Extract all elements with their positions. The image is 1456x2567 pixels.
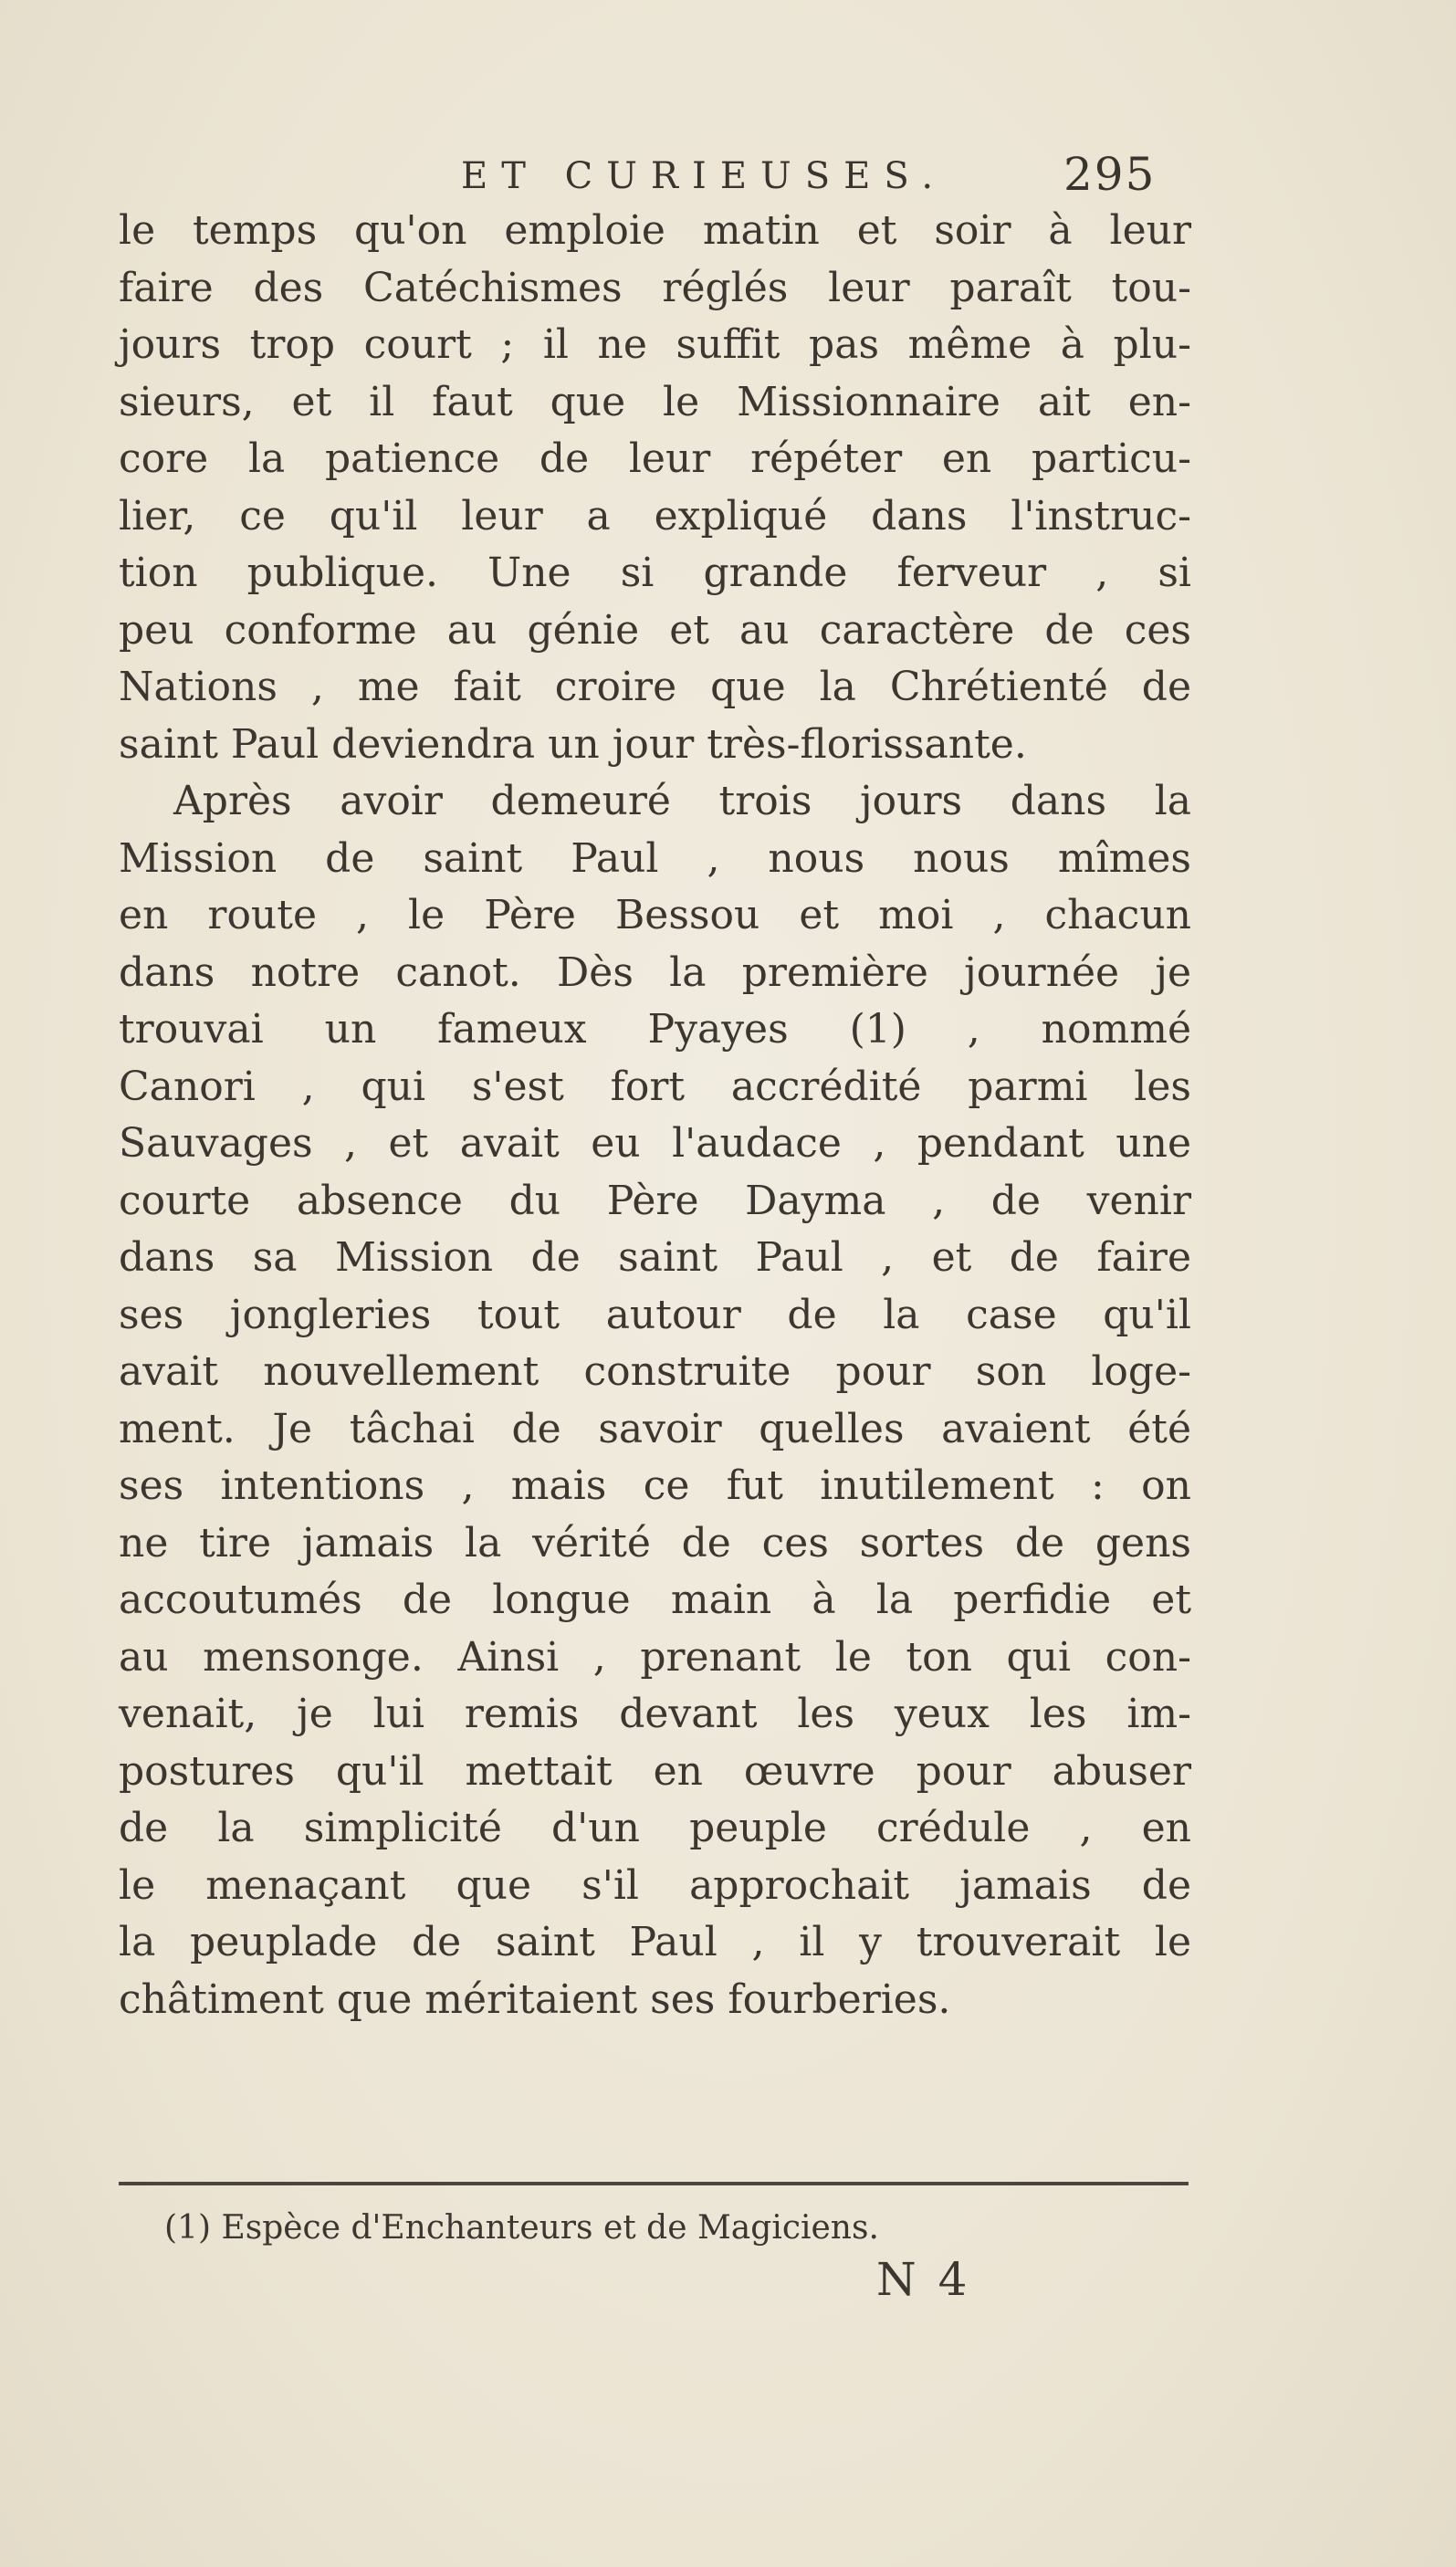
- text-line: avait nouvellement construite pour son loge-: [119, 1348, 1191, 1395]
- text-line: Mission de saint Paul , nous nous mîmes: [119, 834, 1191, 882]
- page-number: 295: [1063, 148, 1157, 201]
- footnote: (1) Espèce d'Enchanteurs et de Magiciens.: [164, 2209, 879, 2247]
- running-head: [0, 148, 1456, 210]
- text-line: tion publique. Une si grande ferveur , si: [119, 550, 1191, 596]
- paragraph-start-line: Après avoir demeuré trois jours dans la: [173, 778, 1191, 824]
- text-line: dans notre canot. Dès la première journée je: [119, 948, 1191, 996]
- text-line: core la patience de leur répéter en particu-: [119, 435, 1191, 482]
- text-line: Sauvages , et avait eu l'audace , pendant une: [119, 1120, 1191, 1167]
- text-line: venait, je lui remis devant les yeux les im-: [119, 1691, 1191, 1737]
- text-line: postures qu'il mettait en œuvre pour abuser: [119, 1747, 1191, 1795]
- text-line: de la simplicité d'un peuple crédule , en: [119, 1805, 1191, 1851]
- text-line: châtiment que méritaient ses fourberies.: [119, 1975, 951, 2023]
- text-line: ne tire jamais la vérité de ces sortes de gens: [119, 1519, 1191, 1566]
- text-line: saint Paul deviendra un jour très-florissante.: [119, 720, 1027, 768]
- text-line: ment. Je tâchai de savoir quelles avaient été: [119, 1405, 1191, 1452]
- text-line: jours trop court ; il ne suffit pas même à plu-: [119, 321, 1191, 368]
- signature-mark: N 4: [876, 2253, 971, 2306]
- text-line: faire des Catéchismes réglés leur paraît tou-: [119, 264, 1191, 311]
- running-title: ET CURIEUSES.: [461, 155, 948, 197]
- footnote-rule: [119, 2182, 1189, 2185]
- text-line: peu conforme au génie et au caractère de ces: [119, 606, 1191, 654]
- text-line: le menaçant que s'il approchait jamais de: [119, 1861, 1191, 1909]
- text-line: ses intentions , mais ce fut inutilement : on: [119, 1462, 1191, 1509]
- body-text: [119, 203, 1191, 2028]
- text-line: lier, ce qu'il leur a expliqué dans l'instruc-: [119, 492, 1191, 540]
- text-line: sieurs, et il faut que le Missionnaire ait en-: [119, 378, 1191, 425]
- text-line: au mensonge. Ainsi , prenant le ton qui con-: [119, 1633, 1191, 1681]
- text-line: courte absence du Père Dayma , de venir: [119, 1177, 1191, 1224]
- text-line: en route , le Père Bessou et moi , chacun: [119, 892, 1191, 938]
- text-line: Nations , me fait croire que la Chrétienté de: [119, 664, 1191, 710]
- text-line: la peuplade de saint Paul , il y trouverait le: [119, 1919, 1191, 1965]
- text-line: accoutumés de longue main à la perfidie et: [119, 1577, 1191, 1623]
- text-line: Canori , qui s'est fort accrédité parmi les: [119, 1063, 1191, 1110]
- text-line: ses jongleries tout autour de la case qu'il: [119, 1291, 1191, 1338]
- text-line: trouvai un fameux Pyayes (1) , nommé: [119, 1006, 1191, 1053]
- text-line: le temps qu'on emploie matin et soir à leur: [119, 207, 1191, 254]
- text-line: dans sa Mission de saint Paul , et de faire: [119, 1234, 1191, 1281]
